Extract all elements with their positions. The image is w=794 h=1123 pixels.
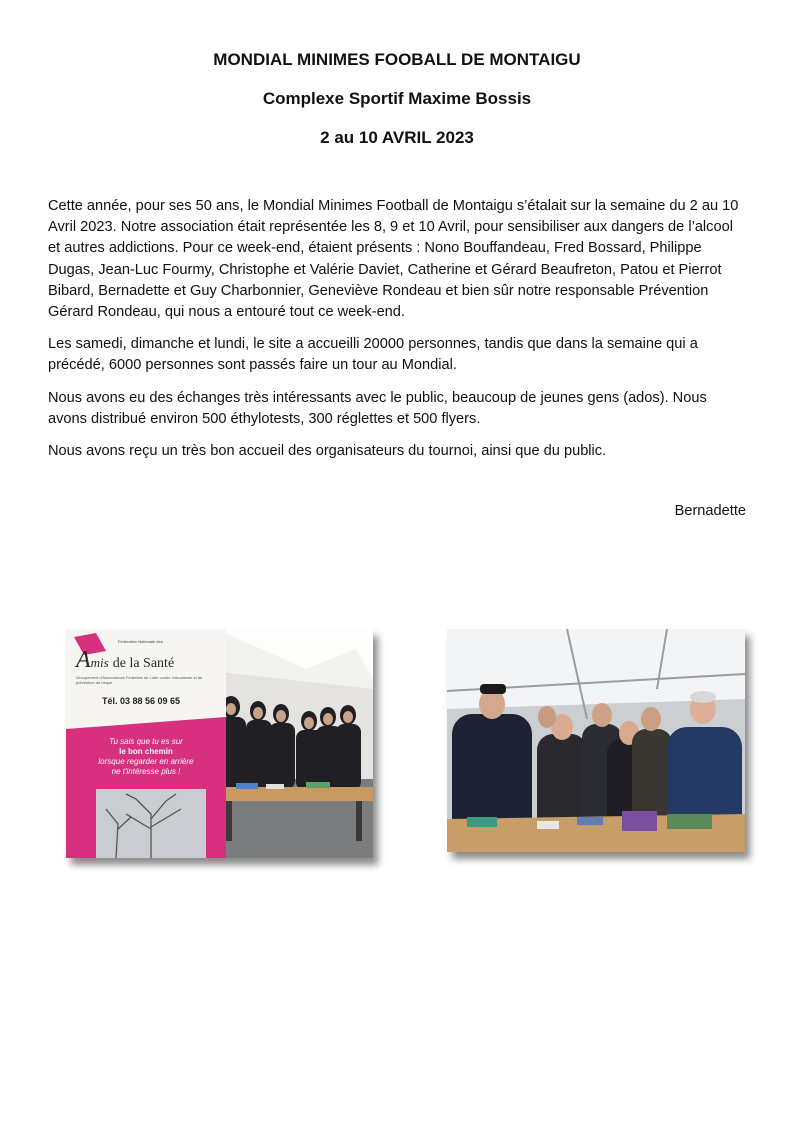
slogan-line: le bon chemin <box>119 747 173 756</box>
header <box>0 50 794 148</box>
banner-logo <box>76 647 174 674</box>
photo-volunteers-group <box>447 629 745 852</box>
page-title: MONDIAL MINIMES FOOBALL DE MONTAIGU <box>213 50 581 69</box>
logo-mis: mis <box>90 655 109 670</box>
venue-title: Complexe Sportif Maxime Bossis <box>262 89 532 108</box>
banner-phone: Tél. 03 88 56 09 65 <box>102 696 181 706</box>
banner-slogan <box>66 737 226 777</box>
photo-banner-stand <box>66 629 373 858</box>
signature: Bernadette <box>674 503 746 519</box>
dates-title: 2 au 10 AVRIL 2023 <box>320 128 474 147</box>
slogan-line: lorsque regarder en arrière <box>98 757 194 766</box>
banner-subtitle: Groupement d'Associations Fédérées de Lutte contre l'alcoolisme et de prévention du risque <box>76 675 203 685</box>
paragraph: Les samedi, dimanche et lundi, le site a accueilli 20000 personnes, tandis que dans la semaine qui a précédé, 6000 personnes sont passés faire un tour au Mondial. <box>48 336 698 374</box>
banner-small-text: Fédération Nationale des <box>118 639 163 644</box>
paragraph: Cette année, pour ses 50 ans, le Mondial Minimes Football de Montaigu s’étalait sur la semaine du 2 au 10 Avril 2023. Notre association était représentée les 8, 9 et 10 Avril, pour sensibiliser aux dangers de l’alcool et autres addictions. Pour ce week-end, étaient présents : Nono Bouffandeau, Fred Bossard, Philippe Dugas, Jean-Luc Fourmy, Christophe et Valérie Daviet, Catherine et Gérard Beaufreton, Patou et Pierrot Bibard, Bernadette et Guy Charbonnier, Geneviève Rondeau et bien sûr notre responsable Prévention Gérard Rondeau, qui nous a entouré tout ce week-end. <box>48 198 739 321</box>
article-body <box>48 196 748 473</box>
paragraph: Nous avons reçu un très bon accueil des organisateurs du tournoi, ainsi que du public. <box>48 443 607 460</box>
logo-de-la-sante: de la Santé <box>112 656 175 671</box>
logo-letter-a: A <box>76 647 91 673</box>
paragraph: Nous avons eu des échanges très intéressants avec le public, beaucoup de jeunes gens (ados). Nous avons distribué environ 500 éthylotests, 300 réglettes et 500 flyers. <box>48 389 707 427</box>
slogan-line: ne t'intéresse plus ! <box>111 767 181 776</box>
slogan-line: Tu sais que tu es sur <box>109 737 183 746</box>
